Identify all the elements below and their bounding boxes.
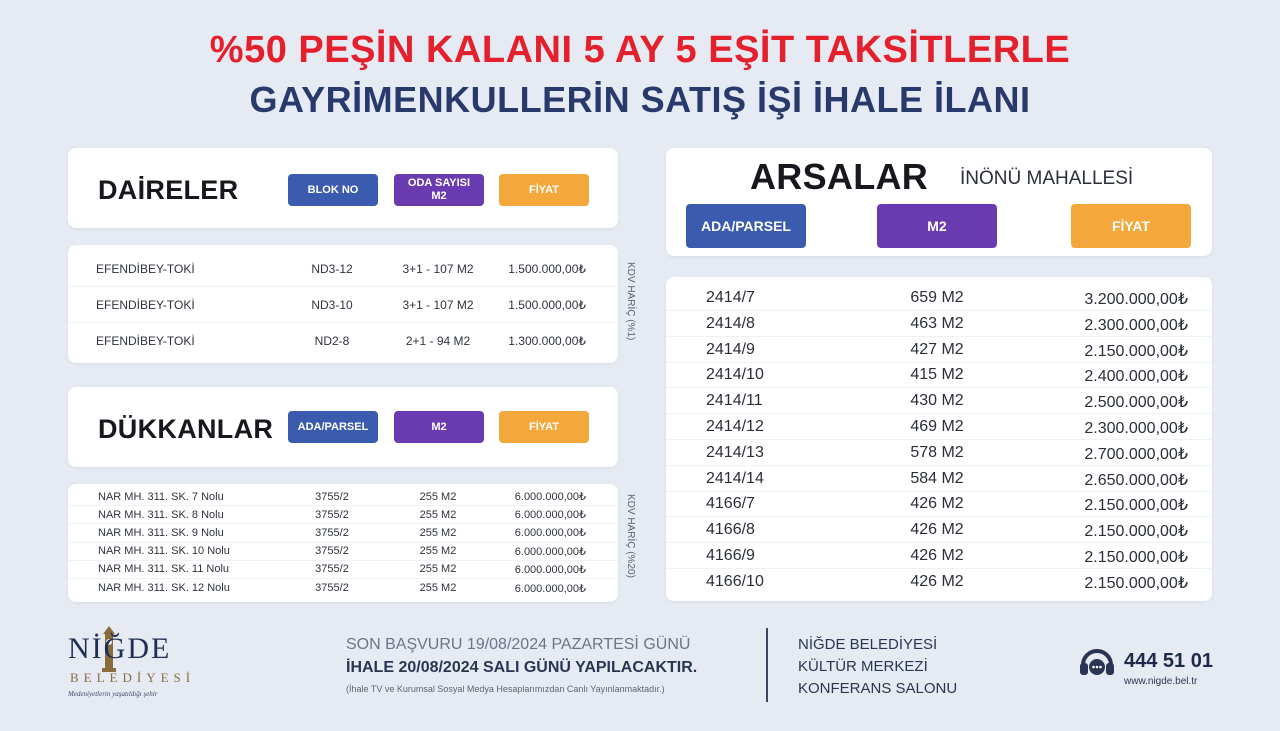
dukkanlar-header-m2: M2 (394, 411, 484, 443)
logo-subtitle: BELEDİYESİ (70, 670, 196, 685)
daire-oda-m2: 2+1 - 94 M2 (405, 334, 471, 348)
dukkan-m2: 255 M2 (419, 545, 457, 558)
headline-line-2: GAYRİMENKULLERİN SATIŞ İŞİ İHALE İLANI (249, 79, 1031, 120)
arsa-ada-parsel: 4166/9 (706, 547, 755, 564)
arsa-row (666, 440, 1212, 466)
arsa-ada-parsel: 2414/13 (706, 443, 764, 461)
dukkan-ada-parsel: 3755/2 (315, 490, 349, 503)
dukkan-fiyat: 6.000.000,00₺ (514, 509, 586, 522)
arsalar-title: ARSALAR (750, 156, 929, 197)
daire-fiyat: 1.500.000,00₺ (508, 297, 586, 312)
arsa-m2: 427 M2 (910, 340, 964, 358)
arsalar-header-card (666, 148, 1212, 256)
arsa-row (666, 517, 1212, 543)
venue-line-3: KONFERANS SALONU (798, 680, 958, 697)
arsa-fiyat: 2.150.000,00₺ (1084, 574, 1188, 592)
arsa-m2: 426 M2 (910, 495, 964, 513)
arsa-m2: 463 M2 (910, 314, 964, 332)
daire-row (68, 323, 618, 359)
dukkan-m2: 255 M2 (419, 526, 457, 539)
daire-oda-m2: 3+1 - 107 M2 (402, 297, 474, 312)
dukkan-fiyat: 6.000.000,00₺ (514, 545, 586, 558)
daire-blok-no: ND3-10 (311, 297, 353, 312)
logo-title: NİĞDE (68, 632, 172, 665)
daire-row (68, 251, 618, 287)
daire-row (68, 287, 618, 323)
call-center-icon (1078, 645, 1116, 681)
dukkanlar-table (68, 484, 618, 602)
arsa-row (666, 466, 1212, 492)
arsa-m2: 426 M2 (910, 547, 964, 564)
arsa-m2: 426 M2 (910, 572, 964, 590)
venue-line-1: NİĞDE BELEDİYESİ (798, 636, 938, 653)
arsa-ada-parsel: 4166/10 (706, 572, 764, 590)
arsalar-header-fiyat: FİYAT (1071, 204, 1191, 248)
dukkan-fiyat: 6.000.000,00₺ (514, 582, 586, 595)
daire-fiyat: 1.500.000,00₺ (508, 261, 586, 276)
arsa-ada-parsel: 4166/7 (706, 495, 755, 513)
footer-divider (766, 628, 768, 702)
arsa-fiyat: 2.150.000,00₺ (1084, 497, 1188, 515)
arsa-ada-parsel: 2414/7 (706, 289, 755, 306)
daireler-header-blok-no: BLOK NO (288, 174, 378, 206)
dukkanlar-vat-note: KDV HARİÇ (%20) (625, 494, 636, 578)
arsa-fiyat: 3.200.000,00₺ (1084, 291, 1188, 308)
dukkanlar-header-ada-parsel: ADA/PARSEL (288, 411, 378, 443)
dukkan-ada-parsel: 3755/2 (315, 582, 349, 595)
headline-line-1: %50 PEŞİN KALANI 5 AY 5 EŞİT TAKSİTLERLE (209, 29, 1071, 71)
arsalar-table (666, 277, 1212, 601)
arsa-ada-parsel: 2414/12 (706, 418, 764, 435)
daire-location: EFENDİBEY-TOKİ (96, 334, 195, 348)
arsa-ada-parsel: 2414/10 (706, 366, 764, 384)
arsa-fiyat: 2.500.000,00₺ (1084, 394, 1188, 412)
dukkan-ada-parsel: 3755/2 (315, 545, 349, 558)
dukkan-m2: 255 M2 (419, 563, 457, 576)
broadcast-text: (İhale TV ve Kurumsal Sosyal Medya Hesaplarımızdan Canlı Yayınlanmaktadır.) (346, 684, 665, 694)
arsa-fiyat: 2.650.000,00₺ (1084, 471, 1188, 489)
dukkan-row (68, 579, 618, 597)
daire-location: EFENDİBEY-TOKİ (96, 261, 195, 276)
daireler-header-oda-sayisi-label: ODA SAYISI M2 (407, 177, 471, 202)
arsa-fiyat: 2.300.000,00₺ (1084, 420, 1188, 437)
arsalar-header-m2: M2 (877, 204, 997, 248)
arsalar-subtitle: İNÖNÜ MAHALLESİ (960, 168, 1134, 189)
dukkan-fiyat: 6.000.000,00₺ (514, 491, 586, 504)
auction-date-text: İHALE 20/08/2024 SALI GÜNÜ YAPILACAKTIR. (346, 659, 698, 676)
arsa-row (666, 285, 1212, 311)
arsa-fiyat: 2.300.000,00₺ (1084, 316, 1188, 334)
dukkan-m2: 255 M2 (419, 582, 457, 595)
daireler-header-card (68, 148, 618, 228)
arsa-fiyat: 2.150.000,00₺ (1084, 523, 1188, 541)
arsa-row (666, 543, 1212, 569)
dukkan-ada-parsel: 3755/2 (315, 526, 349, 539)
dukkan-row (68, 561, 618, 579)
logo-slogan: Medeniyetlerin yaşatıldığı şehir (68, 690, 158, 698)
daireler-header-oda-sayisi (394, 174, 484, 206)
dukkan-row (68, 543, 618, 561)
daireler-header-fiyat: FİYAT (499, 174, 589, 206)
arsa-m2: 469 M2 (910, 418, 964, 435)
dukkan-location: NAR MH. 311. SK. 10 Nolu (98, 545, 230, 558)
arsa-ada-parsel: 2414/8 (706, 314, 755, 332)
arsa-row (666, 311, 1212, 337)
dukkanlar-title: DÜKKANLAR (98, 414, 274, 444)
arsa-fiyat: 2.150.000,00₺ (1084, 342, 1188, 360)
dukkan-row (68, 488, 618, 506)
dukkan-location: NAR MH. 311. SK. 12 Nolu (98, 582, 230, 595)
arsa-m2: 426 M2 (910, 521, 964, 539)
dukkan-m2: 255 M2 (419, 490, 457, 503)
arsa-m2: 430 M2 (910, 392, 964, 410)
daire-location: EFENDİBEY-TOKİ (96, 297, 195, 312)
arsa-row (666, 388, 1212, 414)
arsa-fiyat: 2.150.000,00₺ (1084, 549, 1188, 566)
dukkanlar-header-fiyat: FİYAT (499, 411, 589, 443)
arsa-fiyat: 2.400.000,00₺ (1084, 368, 1188, 386)
dukkan-m2: 255 M2 (419, 508, 457, 521)
arsa-ada-parsel: 4166/8 (706, 521, 755, 539)
arsa-row (666, 337, 1212, 363)
arsa-row (666, 414, 1212, 440)
daire-fiyat: 1.300.000,00₺ (508, 334, 586, 348)
nigde-logo (64, 624, 204, 708)
dukkan-location: NAR MH. 311. SK. 11 Nolu (98, 563, 230, 576)
website-text: www.nigde.bel.tr (1124, 676, 1198, 687)
arsa-m2: 584 M2 (910, 469, 964, 487)
dukkan-location: NAR MH. 311. SK. 8 Nolu (98, 508, 224, 521)
dukkan-ada-parsel: 3755/2 (315, 563, 349, 576)
arsa-row (666, 491, 1212, 517)
dukkan-row (68, 524, 618, 542)
phone-number: 444 51 01 (1124, 650, 1213, 672)
dukkan-ada-parsel: 3755/2 (315, 508, 349, 521)
dukkan-location: NAR MH. 311. SK. 7 Nolu (98, 490, 224, 503)
arsa-m2: 415 M2 (910, 366, 964, 384)
dukkan-row (68, 506, 618, 524)
daireler-vat-note: KDV HARİÇ (%1) (625, 262, 636, 341)
arsa-row (666, 362, 1212, 388)
arsa-m2: 578 M2 (910, 443, 964, 461)
headline (0, 28, 1280, 122)
daire-blok-no: ND2-8 (314, 334, 350, 348)
dukkan-fiyat: 6.000.000,00₺ (514, 527, 586, 540)
venue-line-2: KÜLTÜR MERKEZİ (798, 658, 928, 675)
arsa-ada-parsel: 2414/9 (706, 340, 755, 358)
daireler-table (68, 245, 618, 363)
arsa-ada-parsel: 2414/11 (706, 392, 763, 410)
dukkan-location: NAR MH. 311. SK. 9 Nolu (98, 526, 224, 539)
daire-blok-no: ND3-12 (311, 261, 353, 276)
dukkan-fiyat: 6.000.000,00₺ (514, 563, 586, 576)
arsa-m2: 659 M2 (910, 289, 964, 306)
arsa-ada-parsel: 2414/14 (706, 469, 764, 487)
deadline-text: SON BAŞVURU 19/08/2024 PAZARTESİ GÜNÜ (346, 636, 691, 653)
arsalar-header-ada-parsel: ADA/PARSEL (686, 204, 806, 248)
arsa-fiyat: 2.700.000,00₺ (1084, 445, 1188, 463)
daireler-title: DAİRELER (98, 175, 239, 205)
arsa-row (666, 569, 1212, 595)
daire-oda-m2: 3+1 - 107 M2 (402, 261, 474, 276)
dukkanlar-header-card (68, 387, 618, 467)
